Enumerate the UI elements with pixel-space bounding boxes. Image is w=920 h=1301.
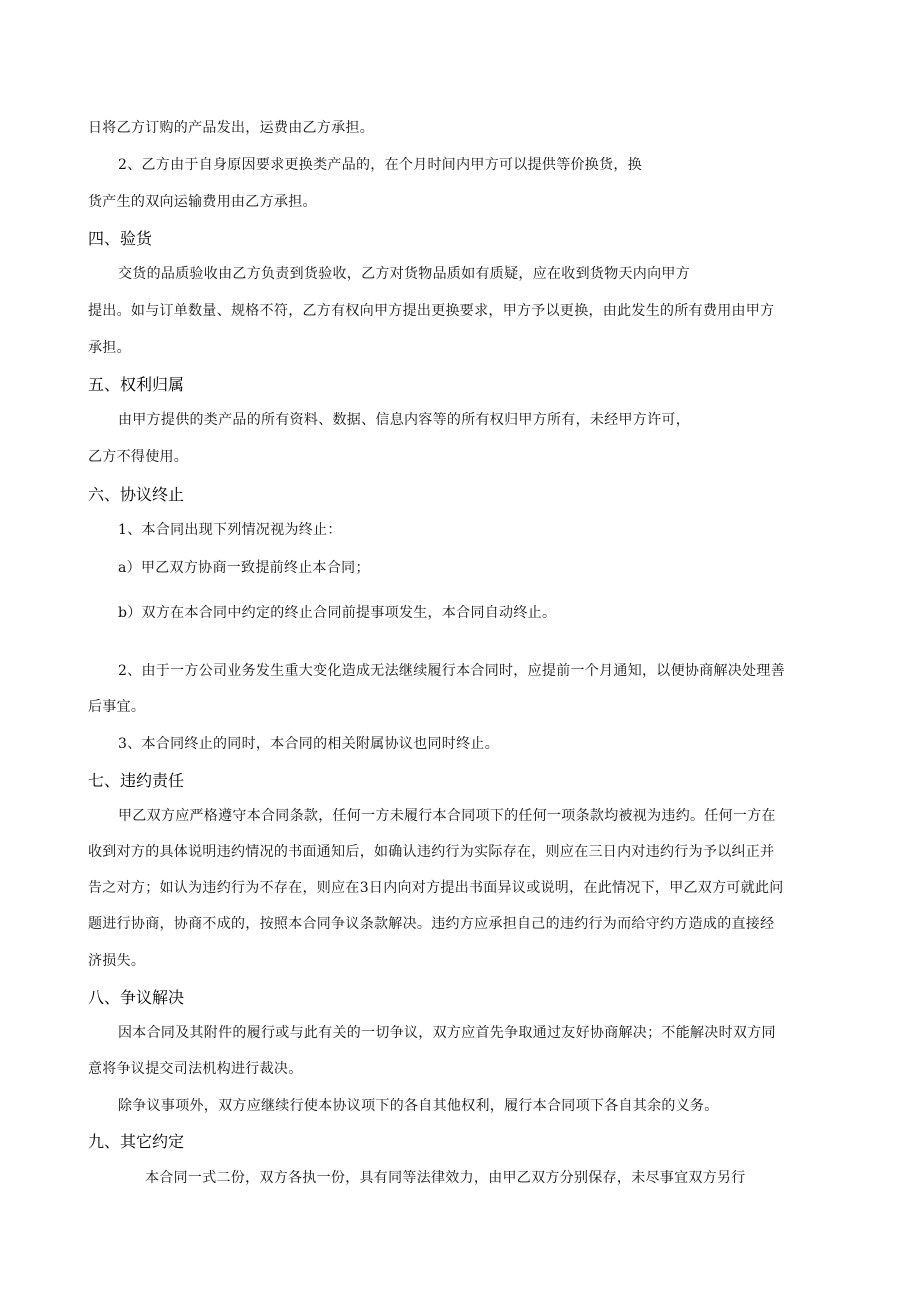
paragraph-line: 本合同一式二份，双方各执一份，具有同等法律效力，由甲乙双方分别保存，未尽事宜双方另行 bbox=[145, 1170, 746, 1186]
paragraph-line: b）双方在本合同中约定的终止合同前提事项发生，本合同自动终止。 bbox=[118, 605, 557, 621]
paragraph-line: 意将争议提交司法机构进行裁决。 bbox=[88, 1061, 303, 1077]
paragraph-line: 乙方不得使用。 bbox=[88, 449, 189, 465]
paragraph-line: 承担。 bbox=[88, 340, 131, 356]
paragraph-line: 日将乙方订购的产品发出，运费由乙方承担。 bbox=[88, 120, 374, 136]
paragraph-line: 因本合同及其附件的履行或与此有关的一切争议，双方应首先争取通过友好协商解决；不能解决时双方同 bbox=[118, 1025, 776, 1041]
paragraph-line: 提出。如与订单数量、规格不符，乙方有权向甲方提出更换要求，甲方予以更换，由此发生的所有费用由甲方 bbox=[88, 303, 775, 319]
paragraph-line: 2、由于一方公司业务发生重大变化造成无法继续履行本合同时，应提前一个月通知，以便协商解决处理善 bbox=[118, 663, 786, 679]
paragraph-line: 收到对方的具体说明违约情况的书面通知后，如确认违约行为实际存在，则应在三日内对违约行为予以纠正并 bbox=[88, 844, 775, 860]
section-heading-liability: 七、违约责任 bbox=[88, 771, 185, 790]
paragraph-line: 3、本合同终止的同时，本合同的相关附属协议也同时终止。 bbox=[118, 736, 500, 752]
paragraph-line: 甲乙双方应严格遵守本合同条款，任何一方未履行本合同项下的任何一项条款均被视为违约。任何一方在 bbox=[118, 808, 776, 824]
section-heading-rights: 五、权利归属 bbox=[88, 375, 185, 394]
paragraph-line: 除争议事项外，双方应继续行使本协议项下的各自其他权利，履行本合同项下各自其余的义务。 bbox=[118, 1098, 719, 1114]
paragraph-line: 交货的品质验收由乙方负责到货验收，乙方对货物品质如有质疑，应在收到货物天内向甲方 bbox=[118, 266, 690, 282]
section-heading-termination: 六、协议终止 bbox=[88, 485, 185, 504]
section-heading-other: 九、其它约定 bbox=[88, 1132, 185, 1151]
paragraph-line: 货产生的双向运输费用由乙方承担。 bbox=[88, 194, 317, 210]
paragraph-line: 告之对方；如认为违约行为不存在，则应在3日内向对方提出书面异议或说明，在此情况下，甲乙双方可就此问 bbox=[88, 880, 784, 896]
section-heading-inspection: 四、验货 bbox=[88, 229, 153, 248]
paragraph-line: 题进行协商，协商不成的，按照本合同争议条款解决。违约方应承担自己的违约行为而给守约方造成的直接经 bbox=[88, 916, 775, 932]
paragraph-line: 2、乙方由于自身原因要求更换类产品的，在个月时间内甲方可以提供等价换货，换 bbox=[118, 157, 643, 173]
paragraph-line: 济损失。 bbox=[88, 953, 146, 969]
paragraph-line: a）甲乙双方协商一致提前终止本合同； bbox=[118, 560, 370, 576]
paragraph-line: 由甲方提供的类产品的所有资料、数据、信息内容等的所有权归甲方所有，未经甲方许可， bbox=[118, 412, 690, 428]
section-heading-dispute: 八、争议解决 bbox=[88, 988, 185, 1007]
paragraph-line: 后事宜。 bbox=[88, 699, 146, 715]
paragraph-line: 1、本合同出现下列情况视为终止： bbox=[118, 522, 342, 538]
